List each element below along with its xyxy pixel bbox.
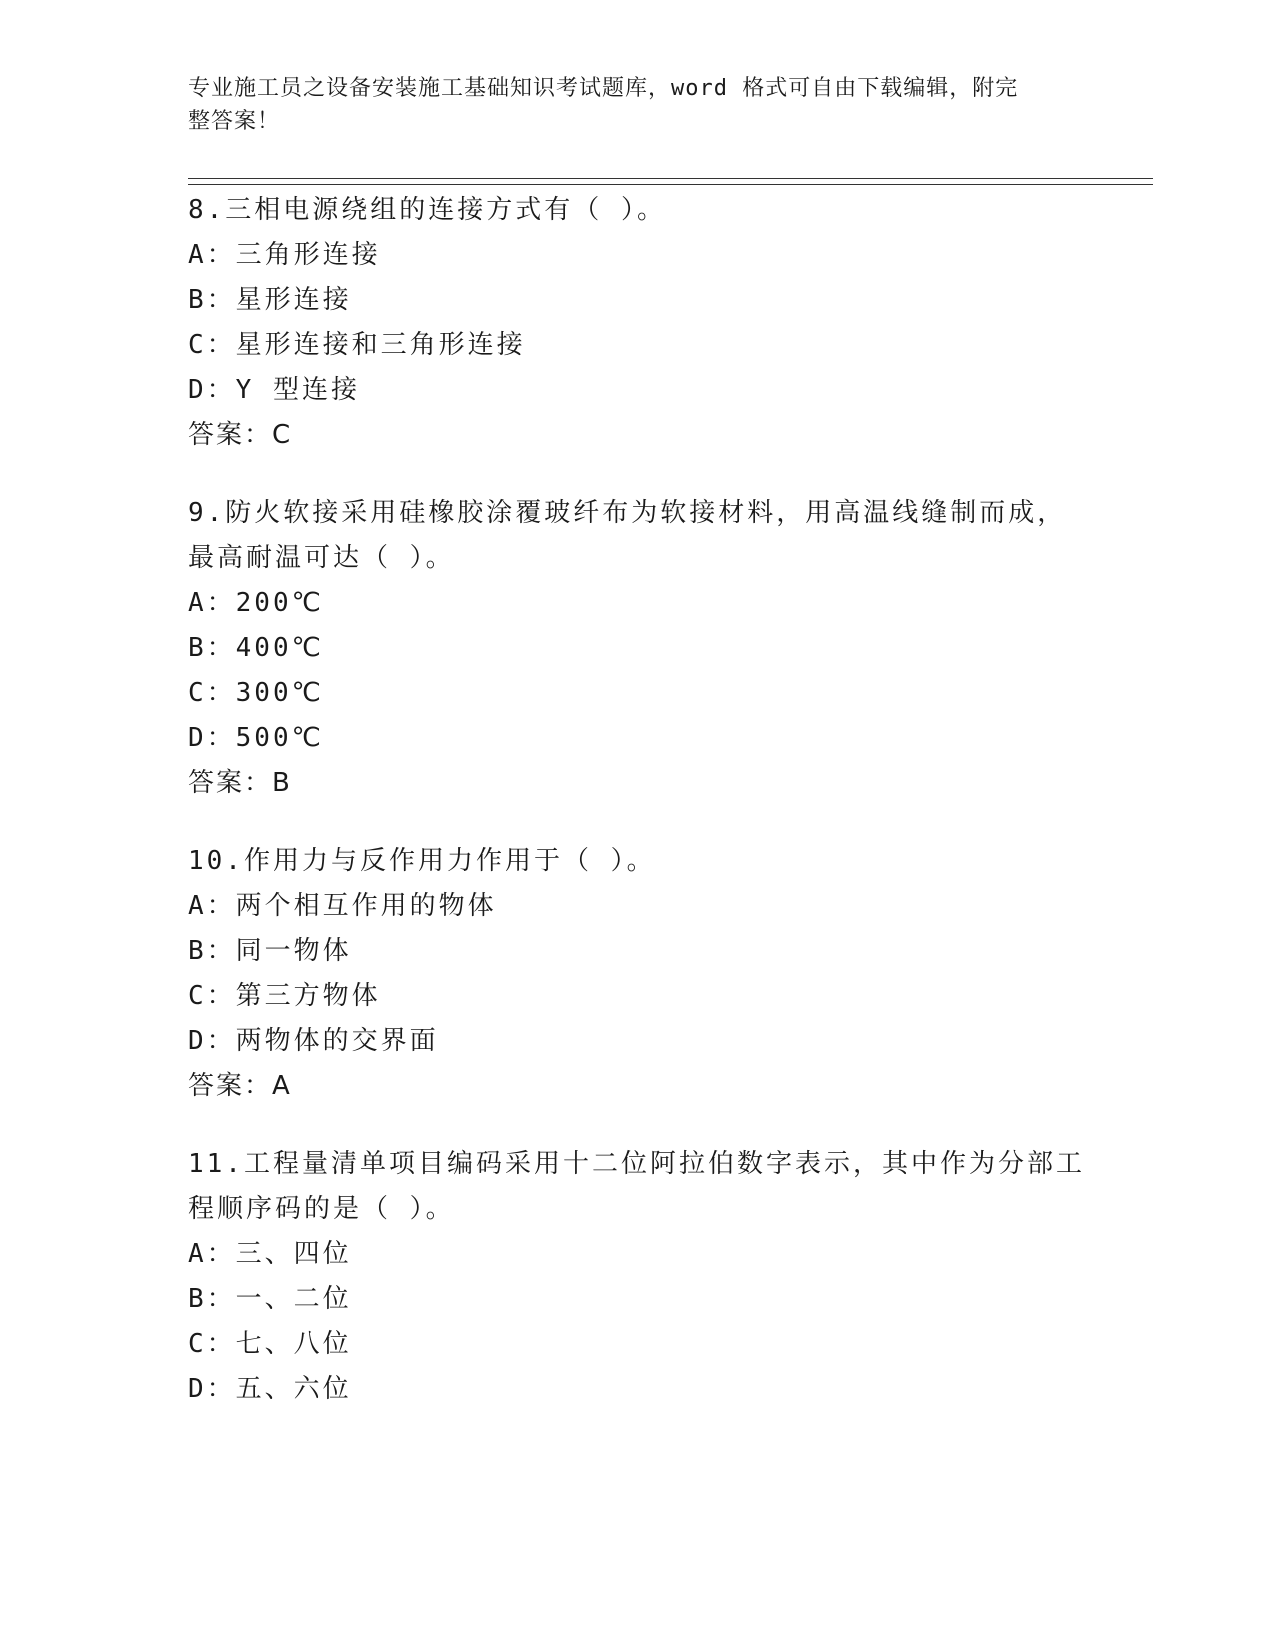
- option-key: D：: [188, 723, 236, 753]
- option-c: [188, 671, 1153, 716]
- option-text: 三角形连接: [235, 240, 381, 270]
- option-a: [188, 233, 1153, 278]
- option-text: 三、四位: [235, 1239, 352, 1269]
- answer-line: 答案：A: [188, 1071, 292, 1101]
- option-key: B：: [188, 633, 236, 663]
- option-text: 五、六位: [235, 1374, 352, 1404]
- option-key: A：: [188, 588, 236, 618]
- option-b: [188, 278, 1153, 323]
- option-key: C：: [188, 981, 236, 1011]
- question-title: 11.工程量清单项目编码采用十二位阿拉伯数字表示，其中作为分部工程顺序码的是（ ）。: [188, 1149, 1085, 1224]
- document-page: [188, 0, 1158, 1650]
- header-line-2: 整答案！: [188, 109, 281, 134]
- option-key: D：: [188, 1026, 236, 1056]
- option-a: [188, 884, 1153, 929]
- option-text: 两物体的交界面: [235, 1026, 439, 1056]
- option-key: C：: [188, 1329, 236, 1359]
- option-key: B：: [188, 285, 236, 315]
- option-a: [188, 1232, 1153, 1277]
- option-text: 星形连接和三角形连接: [235, 330, 526, 360]
- option-key: C：: [188, 678, 236, 708]
- answer-line: 答案：B: [188, 768, 292, 798]
- question-list: [188, 188, 1153, 1445]
- header-line-1: 专业施工员之设备安装施工基础知识考试题库，word 格式可自由下载编辑，附完: [188, 76, 1019, 101]
- option-key: B：: [188, 1284, 236, 1314]
- option-d: [188, 1367, 1153, 1412]
- option-text: 一、二位: [235, 1284, 352, 1314]
- option-d: [188, 716, 1153, 761]
- option-a: [188, 581, 1153, 626]
- option-text: 400℃: [235, 633, 324, 663]
- option-b: [188, 929, 1153, 974]
- option-b: [188, 1277, 1153, 1322]
- question-title: 8.三相电源绕组的连接方式有（ ）。: [188, 195, 666, 225]
- option-text: 500℃: [235, 723, 324, 753]
- option-text: 同一物体: [235, 936, 352, 966]
- header-divider: [188, 178, 1153, 185]
- option-text: 第三方物体: [235, 981, 381, 1011]
- option-key: A：: [188, 240, 236, 270]
- option-text: 星形连接: [235, 285, 352, 315]
- option-key: A：: [188, 1239, 236, 1269]
- option-key: A：: [188, 891, 236, 921]
- document-header: [188, 72, 1068, 138]
- question-9: [188, 491, 1153, 806]
- option-text: 200℃: [235, 588, 324, 618]
- option-text: Y 型连接: [235, 375, 360, 405]
- question-10: [188, 839, 1153, 1109]
- option-c: [188, 974, 1153, 1019]
- option-text: 七、八位: [235, 1329, 352, 1359]
- option-d: [188, 368, 1153, 413]
- answer-line: 答案：C: [188, 420, 293, 450]
- option-d: [188, 1019, 1153, 1064]
- option-key: B：: [188, 936, 236, 966]
- question-8: [188, 188, 1153, 458]
- option-text: 300℃: [235, 678, 324, 708]
- option-key: D：: [188, 1374, 236, 1404]
- question-11: [188, 1142, 1153, 1412]
- option-key: D：: [188, 375, 236, 405]
- option-text: 两个相互作用的物体: [235, 891, 497, 921]
- option-key: C：: [188, 330, 236, 360]
- option-c: [188, 323, 1153, 368]
- question-title: 9.防火软接采用硅橡胶涂覆玻纤布为软接材料，用高温线缝制而成，最高耐温可达（ ）。: [188, 498, 1067, 573]
- question-title: 10.作用力与反作用力作用于（ ）。: [188, 846, 656, 876]
- option-c: [188, 1322, 1153, 1367]
- option-b: [188, 626, 1153, 671]
